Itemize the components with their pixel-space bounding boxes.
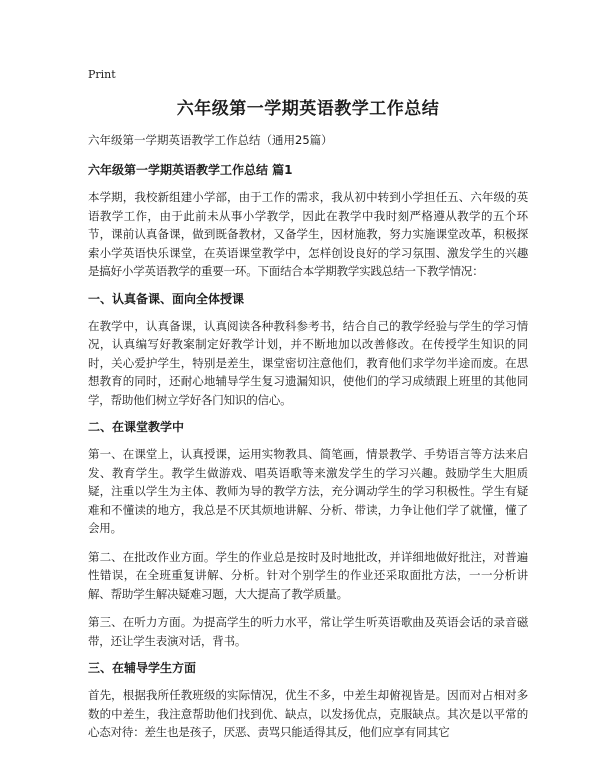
section-paragraph: 首先，根据我所任教班级的实际情况，优生不多，中差生却俯视皆是。因而对占相对多数的中差生，我注意帮助他们找到优、缺点，以发扬优点，克服缺点。其次是以平常的心态对待：差生也是孩子，厌恶、责骂只能适得其反，他们应享有同其它 <box>88 688 528 739</box>
document-title: 六年级第一学期英语教学工作总结 <box>176 99 440 119</box>
article-heading: 六年级第一学期英语教学工作总结 篇1 <box>88 163 293 177</box>
section-heading: 二、在课堂教学中 <box>88 420 185 434</box>
section-3 <box>88 660 528 742</box>
section-1 <box>88 291 528 410</box>
print-link[interactable]: Print <box>88 68 116 81</box>
intro-paragraph: 本学期，我校新组建小学部，由于工作的需求，我从初中转到小学担任五、六年级的英语教学工作，由于此前未从事小学教学，因此在教学中我时刻严格遵从教学的五个环节，课前认真备课，做到既备教材，又备学生，因材施教，努力实施课堂改革，积极探索小学英语快乐课堂，在英语课堂教学中，怎样创设良好的学习氛围、激发学生的兴趣是搞好小学英语教学的重要一环。下面结合本学期教学实践总结一下教学情况： <box>88 190 528 278</box>
section-2 <box>88 419 528 650</box>
document-subtitle: 六年级第一学期英语教学工作总结（通用25篇） <box>88 133 333 147</box>
section-paragraph: 第三、在听力方面。为提高学生的听力水平，常让学生听英语歌曲及英语会话的录音磁带，还让学生表演对话，背书。 <box>88 615 528 648</box>
section-paragraph: 在教学中，认真备课，认真阅读各种教科参考书，结合自己的教学经验与学生的学习情况，认真编写好教案制定好教学计划，并不断地加以改善修改。在传授学生知识的同时，关心爱护学生，特别是差生，课堂密切注意他们，教育他们求学勿半途而废。在思想教育的同时，还耐心地辅导学生复习遗漏知识，使他们的学习成绩跟上班里的其他同学，帮助他们树立学好各门知识的信心。 <box>88 318 528 407</box>
section-heading: 一、认真备课、面向全体授课 <box>88 291 245 306</box>
section-paragraph: 第一、在课堂上，认真授课，运用实物教具、简笔画，情景教学、手势语言等方法来启发、教育学生。教学生做游戏、唱英语歌等来激发学生的学习兴趣。鼓励学生大胆质疑，注重以学生为主体、教师为导的教学方法，充分调动学生的学习积极性。学生有疑难和不懂读的地方，我总是不厌其烦地讲解、分析、带读，力争让他们学了就懂，懂了会用。 <box>88 447 528 535</box>
section-paragraph: 第二、在批改作业方面。学生的作业总是按时及时地批改，并详细地做好批注，对普遍性错误，在全班重复讲解、分析。针对个别学生的作业还采取面批方法，一一分析讲解、帮助学生解决疑难习题，大大提高了教学质量。 <box>88 549 528 601</box>
document-page <box>88 68 528 752</box>
section-heading: 三、在辅导学生方面 <box>88 661 197 675</box>
